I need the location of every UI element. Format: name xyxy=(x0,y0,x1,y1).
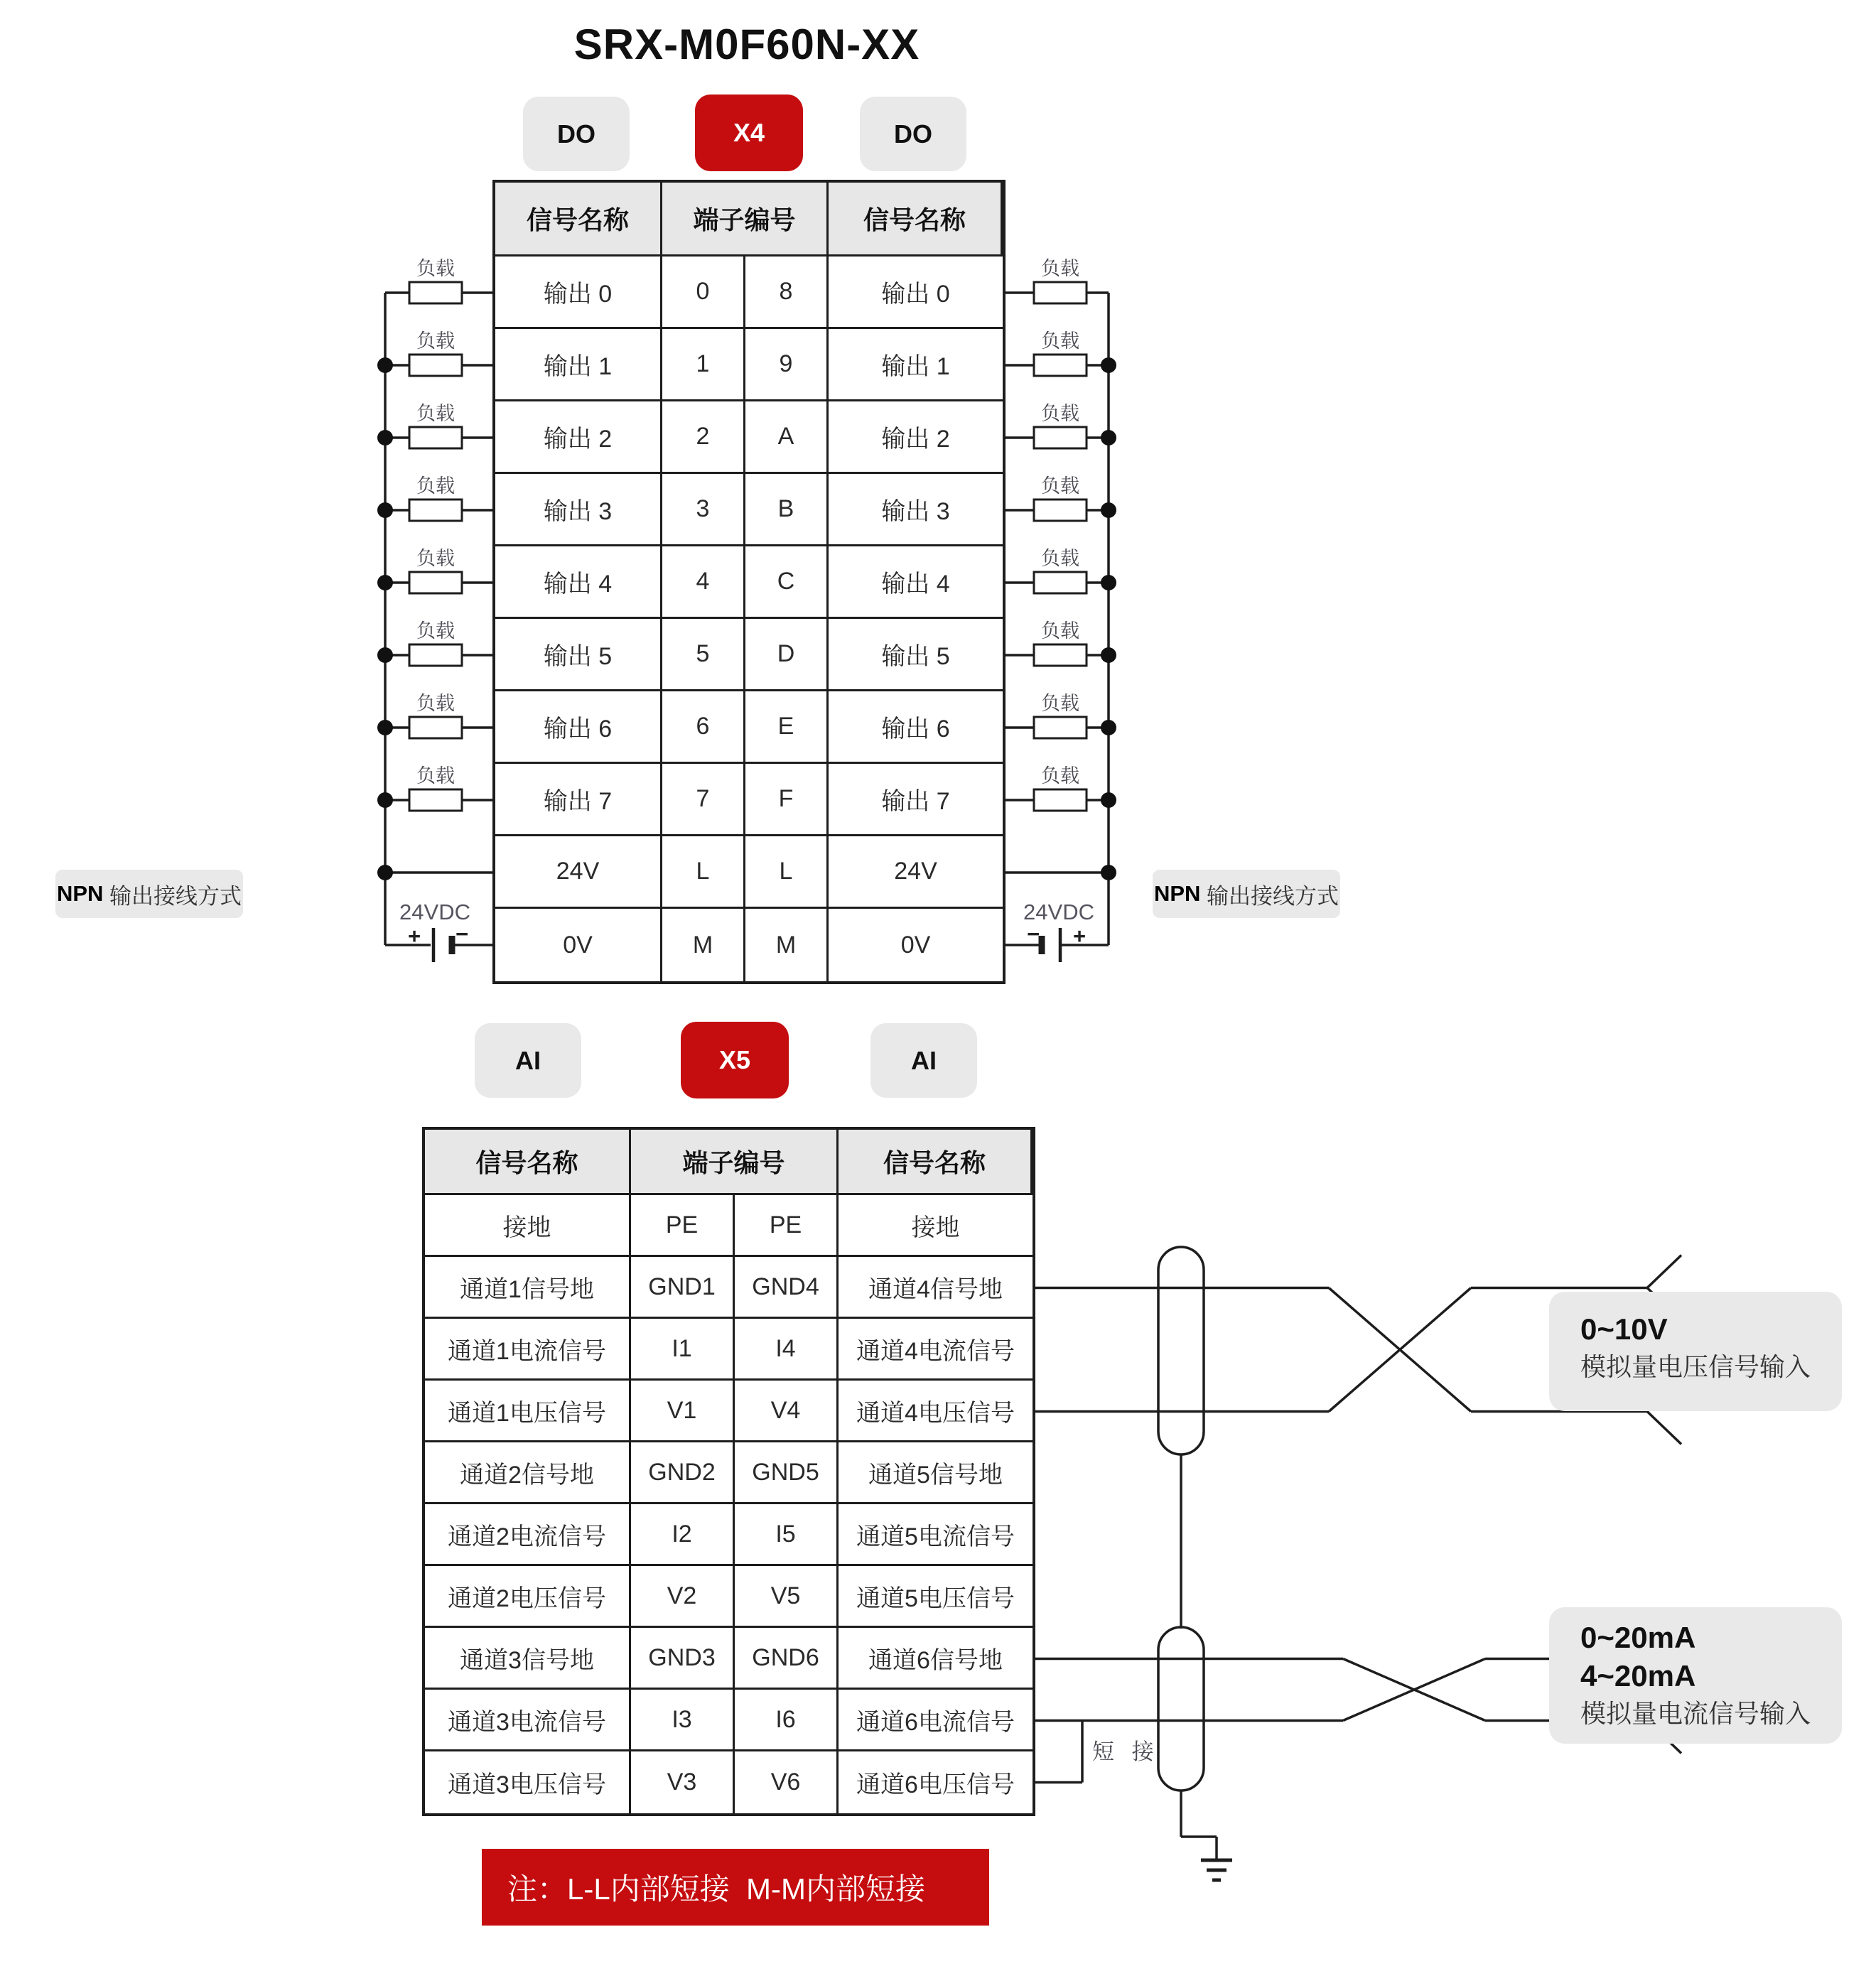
load-resistor-box xyxy=(409,282,462,303)
terminal-number-cell: I4 xyxy=(735,1319,839,1381)
column-header: 信号名称 xyxy=(839,1130,1033,1195)
terminal-number-cell: F xyxy=(745,764,829,836)
load-resistor-box xyxy=(409,427,462,448)
load-label: 负载 xyxy=(416,693,455,714)
load-label: 负载 xyxy=(1041,765,1079,787)
terminal-number-cell: M xyxy=(745,909,829,981)
load-label: 负载 xyxy=(416,258,455,279)
load-resistor-box xyxy=(1034,644,1087,666)
junction-dot xyxy=(377,430,393,446)
voltage-range-text: 0~10V xyxy=(1580,1312,1668,1346)
tag-ai-left: AI xyxy=(475,1023,581,1098)
terminal-number-cell: V1 xyxy=(631,1381,735,1442)
terminal-number-cell: 7 xyxy=(662,764,745,836)
column-header: 端子编号 xyxy=(662,183,829,257)
current-desc-text: 模拟量电流信号输入 xyxy=(1580,1699,1811,1728)
load-resistor-box xyxy=(1034,282,1087,303)
signal-name-cell: 通道6电流信号 xyxy=(839,1690,1033,1751)
signal-name-cell: 输出 6 xyxy=(495,691,662,764)
terminal-number-cell: A xyxy=(745,401,829,474)
terminal-number-cell: GND3 xyxy=(631,1628,735,1690)
load-resistor-box xyxy=(409,717,462,738)
load-label: 负载 xyxy=(1041,475,1079,497)
junction-dot xyxy=(377,792,393,808)
load-label: 负载 xyxy=(1041,258,1079,279)
load-label: 负载 xyxy=(416,330,455,352)
signal-name-cell: 输出 3 xyxy=(495,474,662,546)
signal-name-cell: 通道3信号地 xyxy=(425,1628,631,1690)
load-label: 负载 xyxy=(416,475,455,497)
signal-name-cell: 输出 1 xyxy=(829,329,1003,401)
load-resistor-box xyxy=(409,355,462,376)
terminal-number-cell: D xyxy=(745,619,829,691)
terminal-number-cell: 2 xyxy=(662,401,745,474)
terminal-number-cell: B xyxy=(745,474,829,546)
terminal-number-cell: V4 xyxy=(735,1381,839,1442)
junction-dot xyxy=(377,357,393,373)
tag-x4: X4 xyxy=(695,95,803,171)
junction-dot xyxy=(1101,720,1116,735)
jumper-label: 短 接 xyxy=(1092,1739,1160,1764)
terminal-number-cell: 6 xyxy=(662,691,745,764)
current-range1-text: 0~20mA xyxy=(1580,1621,1696,1654)
signal-name-cell: 通道5电流信号 xyxy=(839,1504,1033,1566)
terminal-number-cell: V5 xyxy=(735,1566,839,1628)
signal-name-cell: 通道2电流信号 xyxy=(425,1504,631,1566)
terminal-number-cell: I5 xyxy=(735,1504,839,1566)
load-resistor-box xyxy=(409,644,462,666)
junction-dot xyxy=(377,647,393,663)
load-resistor-box xyxy=(409,500,462,521)
junction-dot xyxy=(377,575,393,590)
signal-name-cell: 输出 3 xyxy=(829,474,1003,546)
battery-minus-sign-left: − xyxy=(455,922,469,946)
terminal-number-cell: GND5 xyxy=(735,1442,839,1504)
load-resistor-box xyxy=(1034,500,1087,521)
junction-dot xyxy=(377,865,393,880)
terminal-number-cell: GND2 xyxy=(631,1442,735,1504)
signal-name-cell: 输出 0 xyxy=(495,257,662,329)
battery-plus-sign-right: + xyxy=(1072,924,1087,949)
terminal-number-cell: 8 xyxy=(745,257,829,329)
current-range2-text: 4~20mA xyxy=(1580,1659,1696,1692)
npn-wiring-label-left xyxy=(55,870,243,918)
terminal-number-cell: 3 xyxy=(662,474,745,546)
signal-name-cell: 输出 0 xyxy=(829,257,1003,329)
signal-name-cell: 通道1电流信号 xyxy=(425,1319,631,1381)
signal-name-cell: 通道5电压信号 xyxy=(839,1566,1033,1628)
load-resistor-box xyxy=(1034,355,1087,376)
signal-name-cell: 输出 7 xyxy=(495,764,662,836)
x4-terminal-table xyxy=(492,180,1006,984)
terminal-number-cell: PE xyxy=(631,1195,735,1257)
page-title: SRX-M0F60N-XX xyxy=(573,21,920,68)
load-label: 负载 xyxy=(1041,693,1079,714)
internal-jumper-note: 注：L-L内部短接 M-M内部短接 xyxy=(482,1849,989,1926)
terminal-number-cell: I3 xyxy=(631,1690,735,1751)
cable-shield-ellipse xyxy=(1158,1627,1204,1791)
column-header: 信号名称 xyxy=(425,1130,631,1195)
junction-dot xyxy=(377,720,393,735)
column-header: 信号名称 xyxy=(829,183,1003,257)
load-label: 负载 xyxy=(416,620,455,642)
signal-name-cell: 通道6信号地 xyxy=(839,1628,1033,1690)
signal-name-cell: 24V xyxy=(829,836,1003,909)
current-input-info-box xyxy=(1549,1607,1842,1744)
terminal-number-cell: L xyxy=(662,836,745,909)
load-label: 负载 xyxy=(416,403,455,424)
junction-dot xyxy=(1101,792,1116,808)
signal-name-cell: 通道3电流信号 xyxy=(425,1690,631,1751)
terminal-number-cell: 9 xyxy=(745,329,829,401)
terminal-number-cell: E xyxy=(745,691,829,764)
load-resistor-box xyxy=(1034,572,1087,593)
signal-name-cell: 24V xyxy=(495,836,662,909)
signal-name-cell: 0V xyxy=(900,931,931,959)
signal-name-cell: 接地 xyxy=(425,1195,631,1257)
tag-do-left: DO xyxy=(523,97,630,171)
terminal-number-cell: M xyxy=(662,909,745,981)
junction-dot xyxy=(1101,865,1116,880)
terminal-number-cell: V2 xyxy=(631,1566,735,1628)
junction-dot xyxy=(1101,502,1116,518)
terminal-number-cell: V3 xyxy=(631,1751,735,1813)
supply-24vdc-label-left: 24VDC xyxy=(399,900,470,924)
terminal-number-cell: GND6 xyxy=(735,1628,839,1690)
signal-name-cell: 通道2信号地 xyxy=(425,1442,631,1504)
signal-name-cell: 输出 4 xyxy=(495,546,662,619)
signal-name-cell: 通道1信号地 xyxy=(425,1257,631,1319)
battery-minus-sign-right: − xyxy=(1026,922,1040,946)
signal-name-cell: 输出 7 xyxy=(829,764,1003,836)
signal-name-cell: 通道1电压信号 xyxy=(425,1381,631,1442)
signal-name-cell: 输出 2 xyxy=(829,401,1003,474)
battery-plus-sign-left: + xyxy=(407,924,421,949)
terminal-number-cell: 5 xyxy=(662,619,745,691)
terminal-number-cell: 1 xyxy=(662,329,745,401)
junction-dot xyxy=(1101,575,1116,590)
terminal-number-cell: 4 xyxy=(662,546,745,619)
load-label: 负载 xyxy=(1041,548,1079,569)
signal-name-cell: 通道2电压信号 xyxy=(425,1566,631,1628)
signal-name-cell: 通道4信号地 xyxy=(839,1257,1033,1319)
load-label: 负载 xyxy=(1041,620,1079,642)
load-resistor-box xyxy=(1034,789,1087,811)
terminal-number-cell: GND4 xyxy=(735,1257,839,1319)
tag-do-right: DO xyxy=(860,97,966,171)
signal-name-cell: 输出 6 xyxy=(829,691,1003,764)
npn-bold-text: NPN xyxy=(1153,881,1201,906)
column-header: 端子编号 xyxy=(631,1130,839,1195)
tag-x5: X5 xyxy=(681,1022,789,1098)
terminal-number-cell: 0 xyxy=(662,257,745,329)
terminal-number-cell: GND1 xyxy=(631,1257,735,1319)
load-label: 负载 xyxy=(416,548,455,569)
signal-name-cell: 输出 5 xyxy=(829,619,1003,691)
terminal-number-cell: V6 xyxy=(735,1751,839,1813)
terminal-number-cell: C xyxy=(745,546,829,619)
signal-name-cell: 通道6电压信号 xyxy=(856,1771,1015,1798)
signal-name-cell: 通道5信号地 xyxy=(839,1442,1033,1504)
load-resistor-box xyxy=(1034,427,1087,448)
load-resistor-box xyxy=(409,572,462,593)
load-label: 负载 xyxy=(1041,330,1079,352)
npn-bold-text: NPN xyxy=(56,881,104,906)
column-header: 信号名称 xyxy=(495,183,662,257)
x5-terminal-table xyxy=(422,1127,1035,1816)
signal-name-cell: 输出 4 xyxy=(829,546,1003,619)
terminal-number-cell: I1 xyxy=(631,1319,735,1381)
terminal-number-cell: L xyxy=(745,836,829,909)
tag-ai-right: AI xyxy=(870,1023,977,1098)
load-resistor-box xyxy=(409,789,462,811)
signal-name-cell: 通道3电压信号 xyxy=(425,1751,631,1813)
junction-dot xyxy=(1101,647,1116,663)
signal-name-cell: 接地 xyxy=(839,1195,1033,1257)
signal-name-cell: 输出 5 xyxy=(495,619,662,691)
npn-rest-text: 输出接线方式 xyxy=(1200,883,1339,909)
signal-name-cell: 0V xyxy=(495,909,662,981)
npn-wiring-label-right xyxy=(1153,870,1340,918)
junction-dot xyxy=(377,502,393,518)
signal-name-cell: 输出 1 xyxy=(495,329,662,401)
terminal-number-cell: PE xyxy=(735,1195,839,1257)
load-label: 负载 xyxy=(1041,403,1079,424)
junction-dot xyxy=(1101,357,1116,373)
load-label: 负载 xyxy=(416,765,455,787)
terminal-number-cell: I2 xyxy=(631,1504,735,1566)
signal-name-cell: 通道4电压信号 xyxy=(839,1381,1033,1442)
voltage-input-info-box xyxy=(1549,1292,1842,1411)
load-resistor-box xyxy=(1034,717,1087,738)
junction-dot xyxy=(1101,430,1116,446)
npn-rest-text: 输出接线方式 xyxy=(103,883,242,909)
signal-name-cell: 输出 2 xyxy=(495,401,662,474)
cable-shield-ellipse xyxy=(1158,1247,1204,1454)
supply-24vdc-label-right: 24VDC xyxy=(1023,900,1094,924)
signal-name-cell: 通道4电流信号 xyxy=(839,1319,1033,1381)
voltage-desc-text: 模拟量电压信号输入 xyxy=(1580,1352,1811,1381)
terminal-number-cell: I6 xyxy=(735,1690,839,1751)
